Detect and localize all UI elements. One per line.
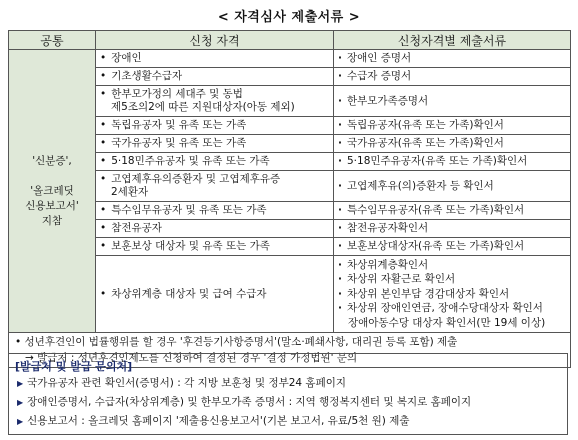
page-title: < 자격심사 제출서류 > — [217, 10, 361, 25]
common-line: '올크레딧 — [30, 184, 74, 197]
documents-table — [8, 30, 571, 368]
document-cell: · 독립유공자(유족 또는 가족)확인서 — [334, 117, 571, 135]
condition-cell: • 보훈보상 대상자 및 유족 또는 가족 — [96, 238, 334, 256]
issuance-info-box — [8, 353, 568, 435]
triangle-bullet-icon: ▶ — [17, 379, 24, 388]
common-requirement-cell — [9, 50, 96, 333]
document-cell: · 국가유공자(유족 또는 가족)확인서 — [334, 135, 571, 153]
condition-cell: • 고엽제후유의증환자 및 고엽제후유증 2세환자 — [96, 171, 334, 202]
table-header-row — [9, 31, 571, 50]
condition-cell: • 5·18민주유공자 및 유족 또는 가족 — [96, 153, 334, 171]
common-line: '신분증', — [32, 154, 72, 167]
common-line: 신용보고서' — [25, 199, 79, 212]
condition-cell: • 장애인 — [96, 50, 334, 68]
condition-cell: • 특수임무유공자 및 유족 또는 가족 — [96, 202, 334, 220]
condition-cell: • 독립유공자 및 유족 또는 가족 — [96, 117, 334, 135]
triangle-bullet-icon: ▶ — [17, 417, 24, 426]
triangle-bullet-icon: ▶ — [17, 398, 24, 407]
condition-cell: • 참전유공자 — [96, 220, 334, 238]
document-cell: · 장애인 증명서 — [334, 50, 571, 68]
issuance-item: ▶ 장애인증명서, 수급자(차상위계층) 및 한부모가족 증명서 : 지역 행정복지센터 및 복지로 홈페이지 — [17, 396, 472, 408]
document-cell: · 보훈보상대상자(유족 또는 가족)확인서 — [334, 238, 571, 256]
header-condition: 신청 자격 — [96, 31, 334, 50]
issuance-item: ▶ 신용보고서 : 올크레딧 홈페이지 '제출용신용보고서'(기본 보고서, 유료/5천 원) 제출 — [17, 415, 410, 427]
header-documents: 신청자격별 제출서류 — [334, 31, 571, 50]
document-cell: · 차상위계층확인서 · 차상위 자활근로 확인서 · 차상위 본인부담 경감대상자 확인서 · 차상위 장애인연금, 장애수당대상자 확인서 장애아동수당 대상자 확인서(만 19세 이상) — [334, 256, 571, 333]
condition-cell: • 차상위계층 대상자 및 급여 수급자 — [96, 256, 334, 333]
document-cell: · 수급자 증명서 — [334, 68, 571, 86]
common-line: 지참 — [41, 214, 63, 227]
document-cell: · 특수임무유공자(유족 또는 가족)확인서 — [334, 202, 571, 220]
note-line: • 성년후견인이 법률행위를 할 경우 '후견등기사항증명서'(말소·폐쇄사항, 대리권 등록 포함) 제출 — [15, 336, 458, 348]
header-common: 공통 — [9, 31, 96, 50]
issuance-header: [발급처 및 발급 문의처] — [15, 360, 133, 373]
document-cell: · 한부모가족증명서 — [334, 86, 571, 117]
condition-cell: • 국가유공자 및 유족 또는 가족 — [96, 135, 334, 153]
document-cell: · 고엽제후유(의)증환자 등 확인서 — [334, 171, 571, 202]
table-row — [9, 50, 571, 68]
common-line — [13, 169, 91, 184]
document-cell: · 참전유공자확인서 — [334, 220, 571, 238]
condition-cell: • 기초생활수급자 — [96, 68, 334, 86]
condition-cell: • 한부모가정의 세대주 및 동법 제5조의2에 따른 지원대상자(아동 제외) — [96, 86, 334, 117]
issuance-item: ▶ 국가유공자 관련 확인서(증명서) : 각 지방 보훈청 및 정부24 홈페이지 — [17, 377, 347, 389]
note-line: → 발급처 : 성년후견인제도를 신청하여 결정된 경우 '결정 가정법원' 문의 — [25, 352, 358, 364]
document-cell: · 5·18민주유공자(유족 또는 가족)확인서 — [334, 153, 571, 171]
